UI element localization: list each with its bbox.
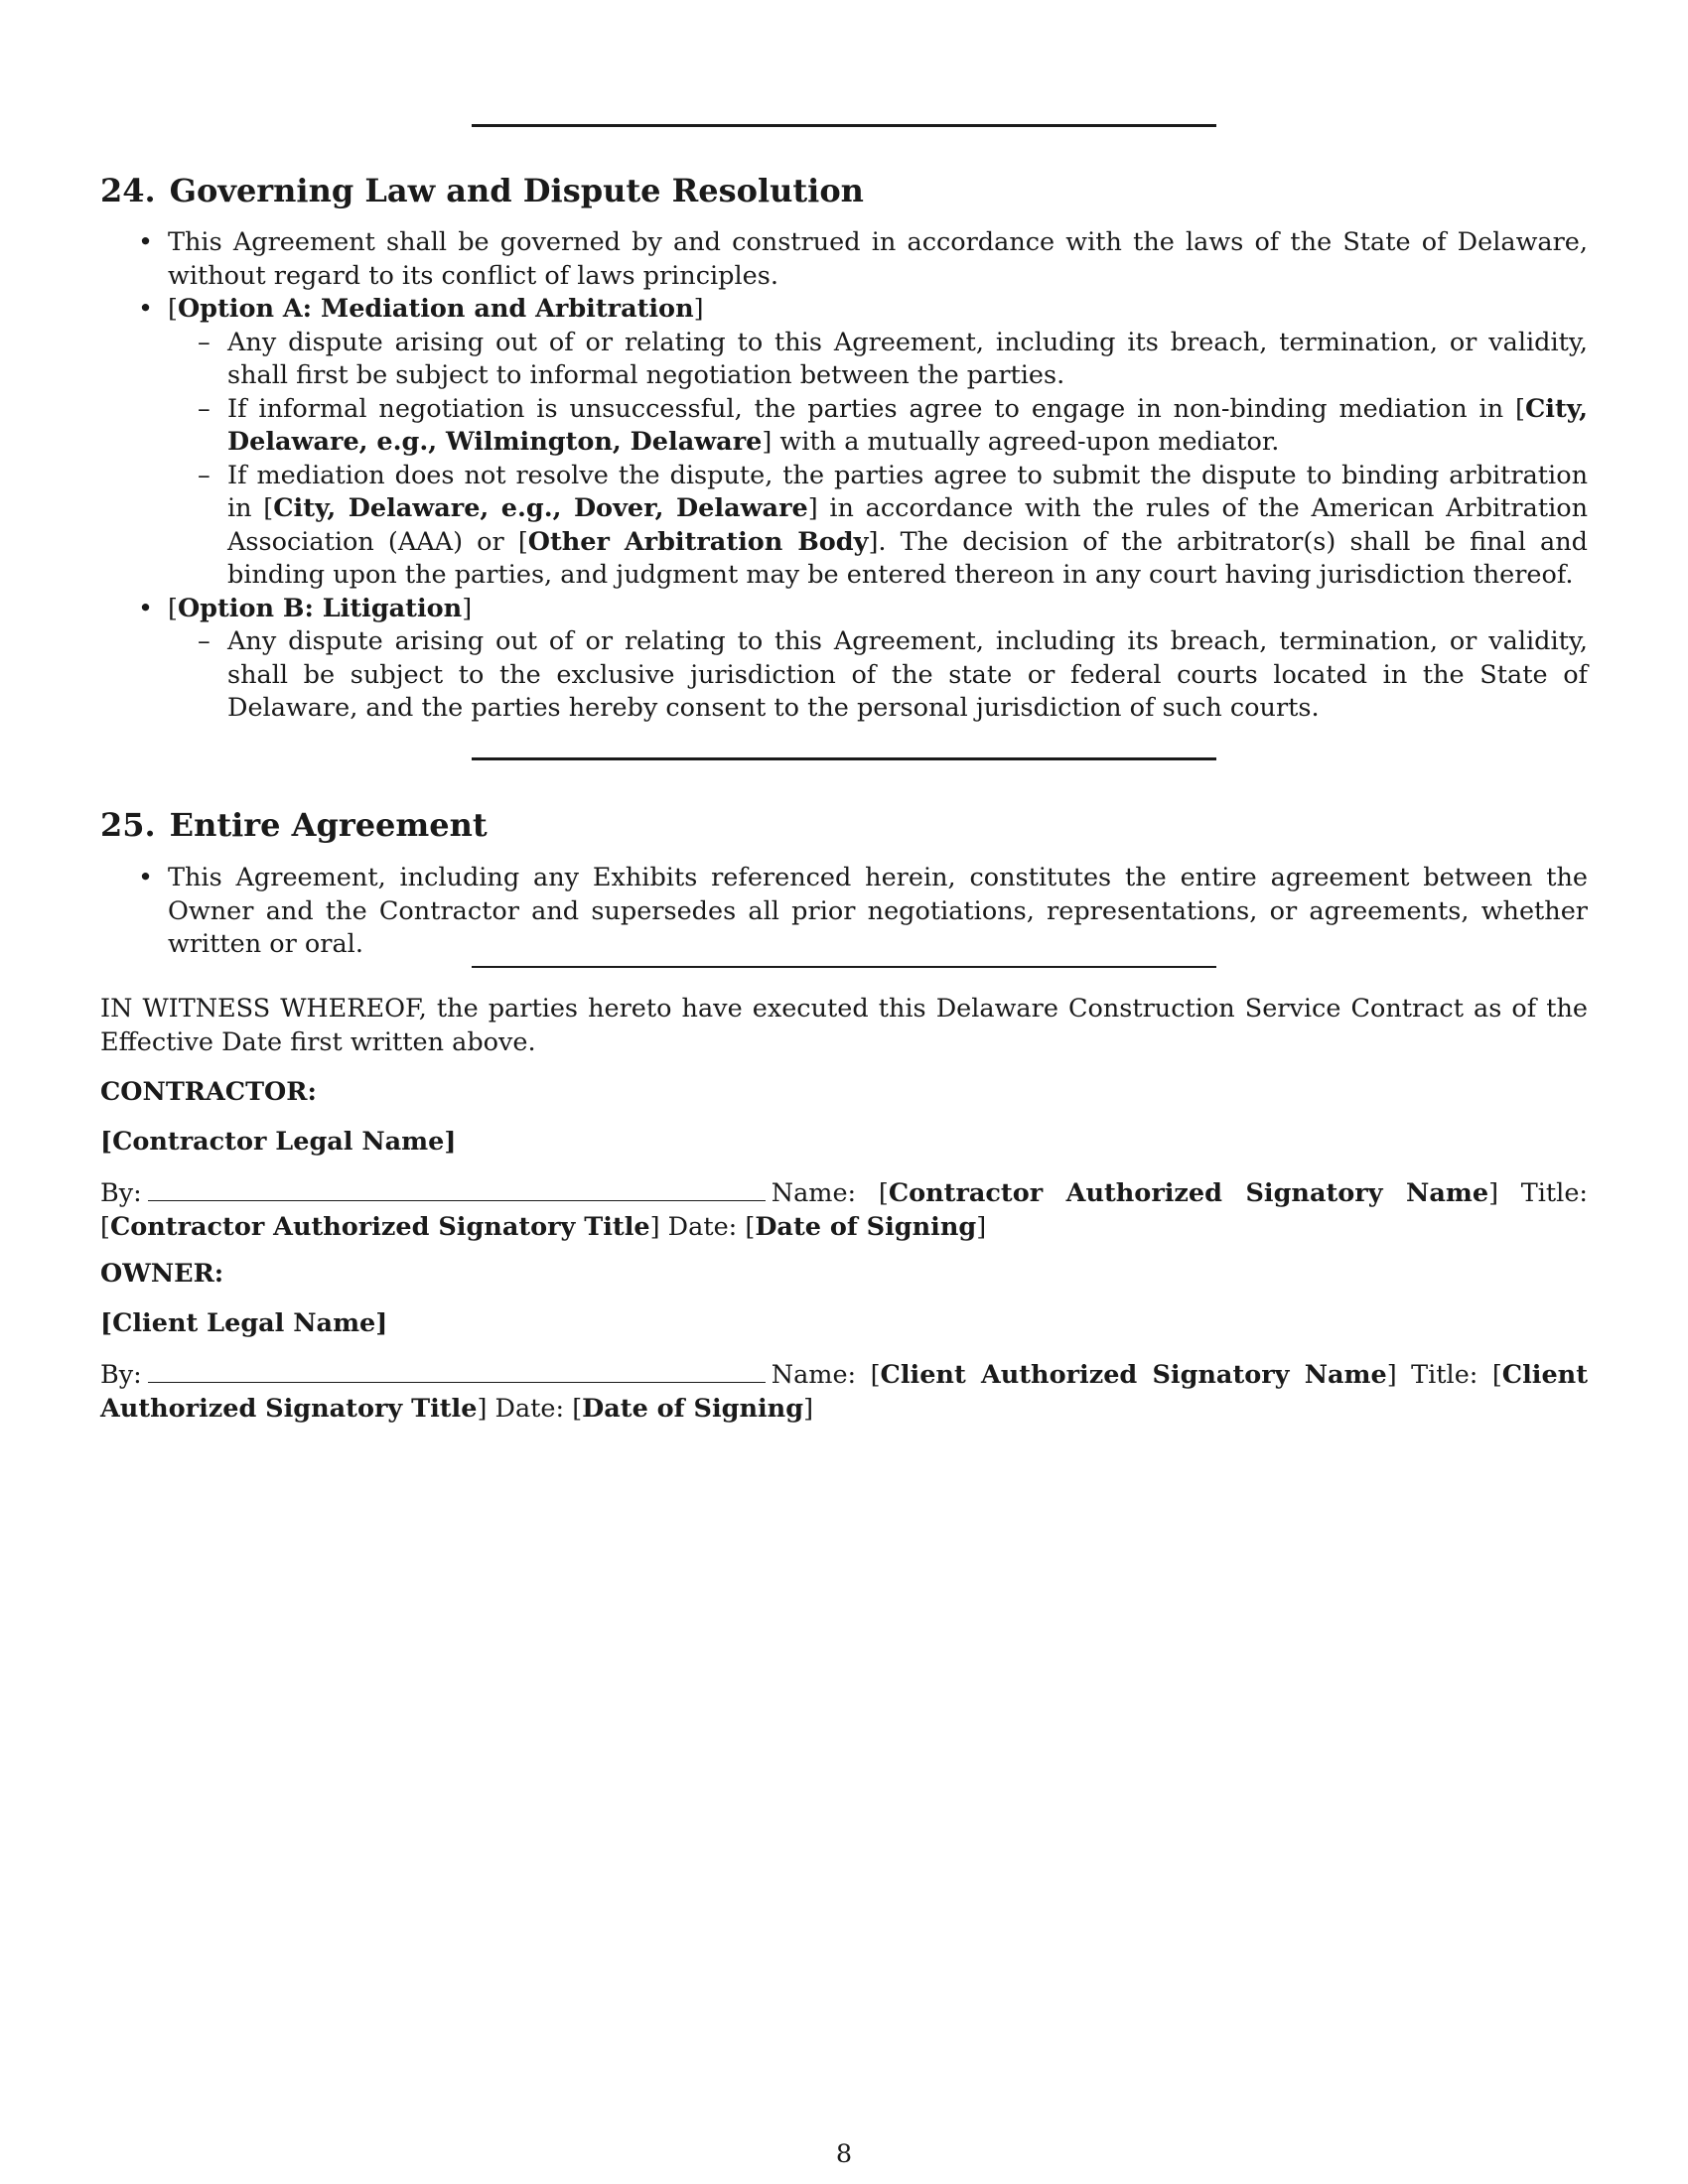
contractor-legal-name-placeholder: Contractor Legal Name xyxy=(112,1127,445,1157)
contractor-legal-name: [Contractor Legal Name] xyxy=(100,1127,457,1157)
owner-heading: OWNER: xyxy=(100,1259,224,1289)
option-a-item-text: in accordance with the rules of the American Arbitration Association (AAA) or xyxy=(227,493,1589,557)
owner-legal-name: [Client Legal Name] xyxy=(100,1308,388,1338)
list-item xyxy=(100,226,1588,293)
date-label: Date: xyxy=(494,1393,565,1424)
section-24-body xyxy=(100,226,1588,726)
by-label: By: xyxy=(100,1360,142,1390)
contractor-signatory-name: Contractor Authorized Signatory Name xyxy=(888,1178,1489,1208)
owner-legal-name-placeholder: Client Legal Name xyxy=(112,1308,376,1338)
arbitration-location-placeholder: City, Delaware, e.g., Dover, Delaware xyxy=(273,493,808,523)
option-b-item: Any dispute arising out of or relating to this Agreement, including its breach, termination, or validity, shall be subject to the exclusive jurisdiction of the state or federal courts located in the State of Delaware, and the parties hereby consent to the personal jurisdiction of such courts. xyxy=(227,626,1588,723)
contractor-heading: CONTRACTOR: xyxy=(100,1077,317,1107)
entire-agreement-text: This Agreement, including any Exhibits referenced herein, constitutes the entire agreement between the Owner and the Contractor and supersedes all prior negotiations, representations, or agreements, whether written or oral. xyxy=(168,863,1588,959)
list-item: • [Option B: Litigation] xyxy=(100,593,1588,626)
section-title: Governing Law and Dispute Resolution xyxy=(169,172,864,209)
title-label: Title: xyxy=(1520,1178,1588,1208)
option-a-item: Any dispute arising out of or relating to this Agreement, including its breach, termination, or validity, shall first be subject to informal negotiation between the parties. xyxy=(227,327,1588,390)
option-a-item-text: with a mutually agreed-upon mediator. xyxy=(772,427,1280,457)
list-item xyxy=(100,862,1588,962)
section-24-heading xyxy=(100,171,864,210)
contractor-signature-line[interactable] xyxy=(148,1178,766,1201)
sub-list-item: – If informal negotiation is unsuccessful, the parties agree to engage in non-binding mediation in [City, Delaware, e.g., Wilmington, Delaware] with a mutually agreed-upon mediator. xyxy=(100,393,1588,460)
option-a-item-text: . The decision of the arbitrator(s) shall be final and binding upon the parties, and judgment may be entered thereon in any court having jurisdiction thereof. xyxy=(227,526,1588,590)
section-number: 25. xyxy=(100,806,156,844)
section-25-body xyxy=(100,862,1588,962)
owner-signature-line[interactable] xyxy=(148,1360,766,1383)
sub-list-item xyxy=(100,327,1588,393)
section-title: Entire Agreement xyxy=(169,806,488,844)
witness-paragraph: IN WITNESS WHEREOF, the parties hereto have executed this Delaware Construction Service Contract as of the Effective Date first written above. xyxy=(100,994,1588,1057)
list-item: • [Option A: Mediation and Arbitration] xyxy=(100,293,1588,327)
section-divider xyxy=(472,757,1216,760)
owner-signing-date: Date of Signing xyxy=(582,1393,804,1424)
arbitration-body-placeholder: Other Arbitration Body xyxy=(527,526,869,557)
owner-signatory-title: Client Authorized Signatory Title xyxy=(100,1360,1588,1424)
contractor-signatory-title: Contractor Authorized Signatory Title xyxy=(109,1211,650,1242)
sub-list-item: – If mediation does not resolve the dispute, the parties agree to submit the dispute to binding arbitration in [City, Delaware, e.g., Dover, Delaware] in accordance with the rules of the American Arbitration Association (AAA) or [Other Arbitration Body]. The decision of the arbitrator(s) shall be final and binding upon the parties, and judgment may be entered thereon in any court having jurisdiction thereof. xyxy=(100,460,1588,593)
date-label: Date: xyxy=(667,1211,738,1242)
section-divider xyxy=(472,966,1216,968)
mediation-location-placeholder: City, Delaware, e.g., Wilmington, Delaware xyxy=(227,393,1588,457)
document-page xyxy=(100,0,1588,2184)
option-a-label: Option A: Mediation and Arbitration xyxy=(177,294,694,324)
by-label: By: xyxy=(100,1178,142,1208)
owner-signatory-name: Client Authorized Signatory Name xyxy=(880,1360,1387,1390)
name-label: Name: xyxy=(771,1178,857,1208)
option-b-label: Option B: Litigation xyxy=(177,593,463,623)
governing-law-text: This Agreement shall be governed by and construed in accordance with the laws of the State of Delaware, without regard to its conflict of laws principles. xyxy=(168,227,1588,291)
section-divider xyxy=(472,124,1216,127)
option-a-item-text: If mediation does not resolve the dispute, the parties agree to submit the dispute to binding arbitration in xyxy=(227,460,1588,523)
contractor-signing-date: Date of Signing xyxy=(755,1211,977,1242)
title-label: Title: xyxy=(1411,1360,1478,1390)
section-number: 24. xyxy=(100,172,156,209)
name-label: Name: xyxy=(771,1360,857,1390)
page-number: 8 xyxy=(835,2139,853,2169)
section-25-heading xyxy=(100,805,488,845)
sub-list-item xyxy=(100,625,1588,726)
option-a-item-text: If informal negotiation is unsuccessful, the parties agree to engage in non-binding mediation in xyxy=(227,393,1516,424)
owner-signature-block: By: Name: [Client Authorized Signatory Name] Title: [Client Authorized Signatory Title] Date: [Date of Signing] xyxy=(100,1360,1588,1424)
contractor-signature-block: By: Name: [Contractor Authorized Signatory Name] Title: [Contractor Authorized Signatory Title] Date: [Date of Signing] xyxy=(100,1178,1588,1242)
